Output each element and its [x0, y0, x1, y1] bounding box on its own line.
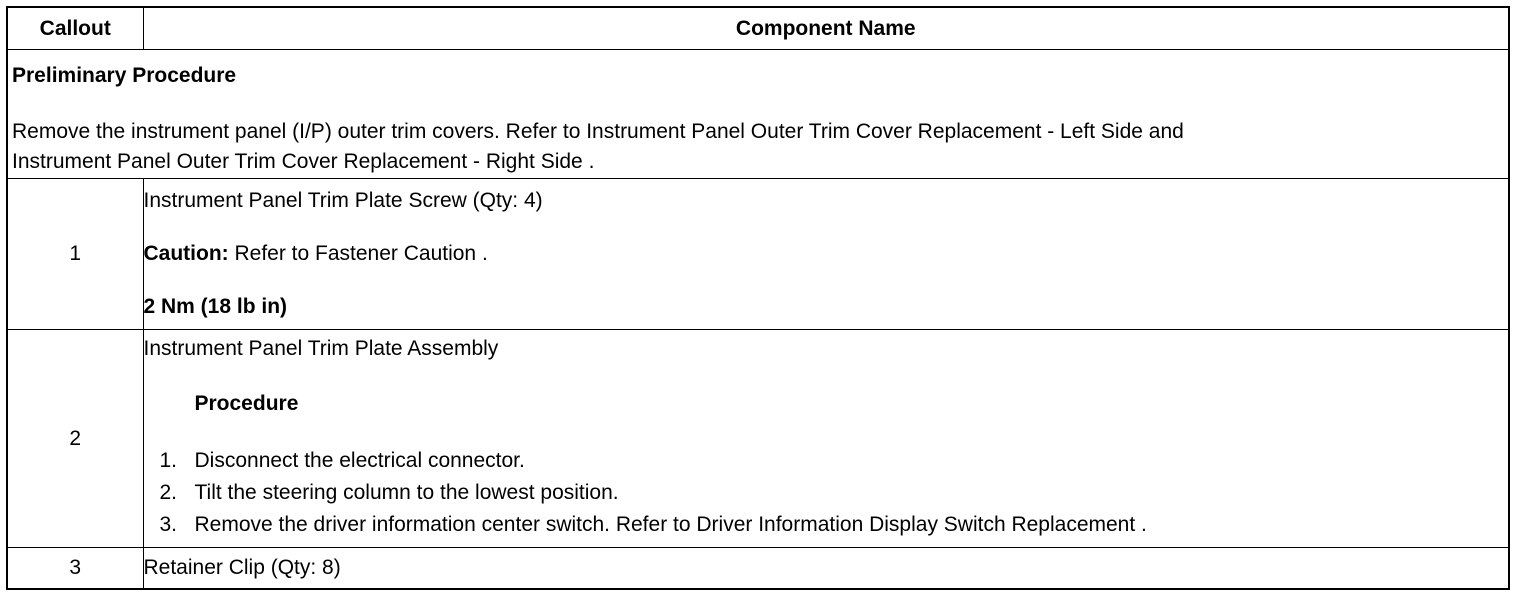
procedure-step [159, 509, 1509, 541]
procedure-step [159, 477, 1509, 509]
component-name-cell [143, 330, 1509, 548]
step-text: Disconnect the electrical connector. [194, 449, 525, 472]
procedure-step [159, 445, 1509, 477]
step-number: 2. [159, 481, 178, 504]
caution-note [144, 241, 1509, 267]
caution-text: Refer to Fastener Caution . [228, 242, 488, 265]
preliminary-procedure-cell [7, 50, 1509, 179]
callout-number: 2 [7, 330, 143, 548]
preliminary-procedure-title: Preliminary Procedure [12, 63, 237, 87]
preliminary-procedure-line-1: Remove the instrument panel (I/P) outer trim covers. Refer to Instrument Panel Outer Trim Cover Replacement - Left Side and [12, 119, 1184, 143]
step-number: 1. [159, 449, 178, 472]
component-name: Retainer Clip (Qty: 8) [143, 556, 341, 579]
callout-table [6, 6, 1510, 590]
component-name-cell [143, 179, 1509, 330]
component-name-cell [143, 548, 1509, 590]
preliminary-procedure-text [12, 117, 1504, 177]
table-row [7, 548, 1509, 590]
step-text: Tilt the steering column to the lowest position. [194, 481, 619, 504]
preliminary-procedure-row [7, 50, 1509, 179]
table-row [7, 330, 1509, 548]
table-row [7, 179, 1509, 330]
callout-number: 1 [7, 179, 143, 330]
torque-spec: 2 Nm (18 lb in) [143, 295, 288, 318]
step-number: 3. [159, 513, 178, 536]
component-name-column-header: Component Name [143, 7, 1509, 50]
caution-label: Caution: [143, 242, 229, 265]
component-name: Instrument Panel Trim Plate Screw (Qty: 4) [143, 189, 543, 212]
preliminary-procedure-line-2: Instrument Panel Outer Trim Cover Replacement - Right Side . [12, 149, 595, 173]
procedure-heading: Procedure [194, 392, 299, 415]
component-name: Instrument Panel Trim Plate Assembly [143, 337, 499, 360]
callout-number: 3 [7, 548, 143, 590]
step-text: Remove the driver information center switch. Refer to Driver Information Display Switch Replacement . [194, 513, 1147, 536]
table-header-row [7, 7, 1509, 50]
callout-column-header: Callout [7, 7, 143, 50]
procedure-steps [144, 445, 1509, 541]
